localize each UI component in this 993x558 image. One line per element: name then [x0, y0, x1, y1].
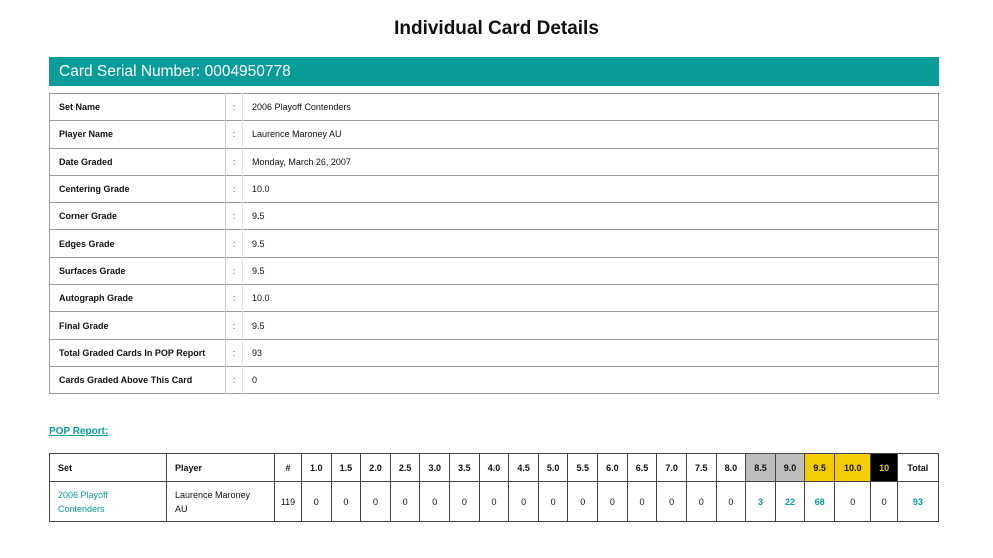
pop-header-total: Total: [897, 454, 938, 482]
pop-header-grade-4-5: 4.5: [509, 454, 539, 482]
pop-header-grade-7-5: 7.5: [686, 454, 716, 482]
pop-header-grade-10-0: 10.0: [834, 454, 871, 482]
pop-header-grade-3-0: 3.0: [420, 454, 450, 482]
pop-grade-cell-2-5: 0: [390, 482, 420, 522]
pop-count-cell: 119: [275, 482, 302, 522]
pop-player-line2: AU: [175, 503, 188, 514]
pop-header-player: Player: [167, 454, 275, 482]
pop-player-line1: Laurence Maroney: [175, 489, 251, 500]
detail-value: 2006 Playoff Contenders: [252, 102, 351, 113]
pop-header-grade-1-5: 1.5: [331, 454, 361, 482]
pop-header-grade-8-5: 8.5: [746, 454, 776, 482]
pop-player-cell: [167, 482, 275, 522]
detail-label: Surfaces Grade: [50, 257, 226, 284]
detail-row-final-grade: [50, 312, 939, 339]
detail-label: Set Name: [50, 94, 226, 121]
pop-header-grade-9-5: 9.5: [805, 454, 835, 482]
detail-row-total-graded: [50, 339, 939, 366]
detail-row-corner-grade: [50, 203, 939, 230]
pop-header-grade-1-0: 1.0: [302, 454, 332, 482]
detail-label: Player Name: [50, 121, 226, 148]
pop-header-grade-8-0: 8.0: [716, 454, 746, 482]
pop-header-grade-5-0: 5.0: [538, 454, 568, 482]
page-title: Individual Card Details: [394, 18, 599, 39]
pop-header-row: [50, 454, 939, 482]
detail-colon: :: [226, 230, 243, 257]
detail-colon: :: [226, 285, 243, 312]
card-details-table: [49, 93, 939, 394]
detail-value: 9.5: [243, 203, 939, 230]
detail-value: 0: [243, 366, 939, 393]
pop-grade-cell-7-5: 0: [686, 482, 716, 522]
detail-value: 9.5: [243, 257, 939, 284]
detail-row-player-name: [50, 121, 939, 148]
detail-row-centering-grade: [50, 175, 939, 202]
detail-label: Autograph Grade: [50, 285, 226, 312]
pop-header-grade-10-black: 10: [871, 454, 897, 482]
detail-value: 10.0: [243, 175, 939, 202]
detail-row-surfaces-grade: [50, 257, 939, 284]
pop-grade-link-9-0[interactable]: 22: [775, 482, 805, 522]
pop-header-grade-4-0: 4.0: [479, 454, 509, 482]
pop-grade-cell-4-0: 0: [479, 482, 509, 522]
detail-label: Edges Grade: [50, 230, 226, 257]
detail-value: Monday, March 26, 2007: [243, 148, 939, 175]
pop-grade-cell-3-5: 0: [450, 482, 480, 522]
pop-grade-link-9-5[interactable]: 68: [805, 482, 835, 522]
pop-grade-cell-4-5: 0: [509, 482, 539, 522]
detail-value: 9.5: [243, 230, 939, 257]
pop-grade-cell-2-0: 0: [361, 482, 391, 522]
detail-colon: :: [226, 339, 243, 366]
pop-grade-cell-7-0: 0: [657, 482, 687, 522]
detail-label: Cards Graded Above This Card: [50, 366, 226, 393]
pop-header-grade-5-5: 5.5: [568, 454, 598, 482]
pop-header-grade-6-5: 6.5: [627, 454, 657, 482]
pop-header-grade-9-0: 9.0: [775, 454, 805, 482]
pop-grade-cell-8-0: 0: [716, 482, 746, 522]
detail-value: 10.0: [243, 285, 939, 312]
detail-value: 9.5: [243, 312, 939, 339]
detail-colon: :: [226, 175, 243, 202]
detail-value: Laurence Maroney AU: [243, 121, 939, 148]
pop-header-set: Set: [50, 454, 167, 482]
pop-report-table: [49, 453, 939, 522]
pop-set-line1[interactable]: 2006 Playoff: [58, 489, 108, 500]
detail-colon: :: [226, 312, 243, 339]
detail-colon: :: [226, 94, 243, 121]
pop-header-count: #: [275, 454, 302, 482]
pop-grade-cell-10-0: 0: [834, 482, 871, 522]
detail-row-set-name: [50, 94, 939, 121]
detail-colon: :: [226, 203, 243, 230]
pop-header-grade-7-0: 7.0: [657, 454, 687, 482]
pop-grade-cell-6-0: 0: [598, 482, 628, 522]
detail-colon: :: [226, 257, 243, 284]
pop-grade-cell-6-5: 0: [627, 482, 657, 522]
pop-report-link[interactable]: POP Report:: [49, 426, 109, 437]
pop-grade-cell-5-0: 0: [538, 482, 568, 522]
detail-label: Centering Grade: [50, 175, 226, 202]
card-serial-header: Card Serial Number: 0004950778: [49, 57, 939, 86]
pop-grade-cell-5-5: 0: [568, 482, 598, 522]
pop-data-row: [50, 482, 939, 522]
pop-grade-cell-1-5: 0: [331, 482, 361, 522]
detail-label: Total Graded Cards In POP Report: [50, 339, 226, 366]
pop-grade-cell-10-black: 0: [871, 482, 897, 522]
pop-header-grade-6-0: 6.0: [598, 454, 628, 482]
pop-grade-cell-1-0: 0: [302, 482, 332, 522]
pop-header-grade-3-5: 3.5: [450, 454, 480, 482]
detail-colon: :: [226, 366, 243, 393]
detail-colon: :: [226, 121, 243, 148]
pop-total-link[interactable]: 93: [897, 482, 938, 522]
pop-header-grade-2-0: 2.0: [361, 454, 391, 482]
detail-label: Corner Grade: [50, 203, 226, 230]
pop-header-grade-2-5: 2.5: [390, 454, 420, 482]
detail-row-edges-grade: [50, 230, 939, 257]
detail-row-graded-above: [50, 366, 939, 393]
detail-label: Final Grade: [50, 312, 226, 339]
pop-grade-link-8-5[interactable]: 3: [746, 482, 776, 522]
pop-set-link[interactable]: [50, 482, 167, 522]
detail-label: Date Graded: [50, 148, 226, 175]
pop-set-line2[interactable]: Contenders: [58, 503, 105, 514]
detail-row-autograph-grade: [50, 285, 939, 312]
detail-value: 93: [243, 339, 939, 366]
detail-colon: :: [226, 148, 243, 175]
pop-grade-cell-3-0: 0: [420, 482, 450, 522]
detail-row-date-graded: [50, 148, 939, 175]
